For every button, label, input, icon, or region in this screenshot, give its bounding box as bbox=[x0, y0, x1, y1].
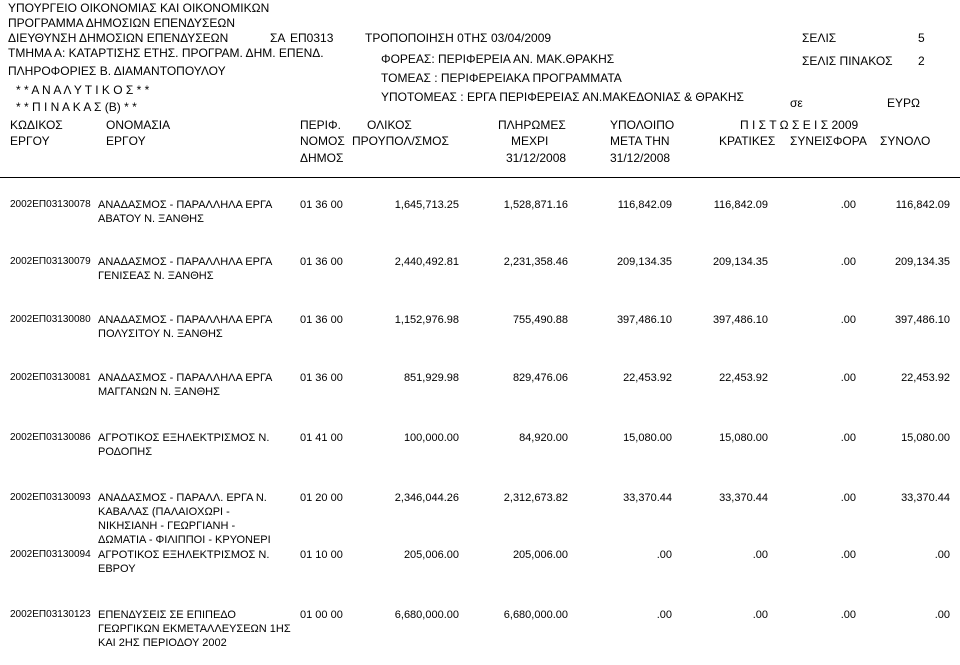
row-paid: 205,006.00 bbox=[512, 549, 568, 561]
row-kratikes: .00 bbox=[752, 549, 768, 561]
col-contribution: ΣΥΝΕΙΣΦΟΡΑ bbox=[790, 134, 867, 148]
row-synolo: 116,842.09 bbox=[895, 199, 950, 211]
report-type: * * Α Ν Α Λ Υ Τ Ι Κ Ο Σ * * bbox=[16, 83, 150, 97]
row-remaining: 22,453.92 bbox=[623, 372, 672, 384]
col-remaining-2: ΜΕΤΑ ΤΗΝ bbox=[610, 134, 670, 148]
row-name-line: ΔΩΜΑΤΙΑ - ΦΙΛΙΠΠΟΙ - ΚΡΥΟΝΕΡΙ bbox=[98, 534, 271, 546]
row-nomos: 01 00 00 bbox=[300, 609, 343, 621]
row-name-line: ΓΕΝΙΣΕΑΣ Ν. ΞΑΝΘΗΣ bbox=[98, 270, 214, 282]
currency: ΕΥΡΩ bbox=[887, 96, 920, 110]
row-paid: 84,920.00 bbox=[519, 432, 568, 444]
row-kratikes: 33,370.44 bbox=[719, 492, 768, 504]
row-paid: 2,231,358.46 bbox=[503, 256, 568, 268]
row-code: 2002ΕΠ03130094 bbox=[10, 549, 91, 560]
row-code: 2002ΕΠ03130123 bbox=[10, 609, 91, 620]
page-label: ΣΕΛΙΣ bbox=[802, 31, 837, 45]
col-code-2: ΕΡΓΟΥ bbox=[10, 134, 50, 148]
row-paid: 1,528,871.16 bbox=[503, 199, 568, 211]
row-remaining: .00 bbox=[656, 609, 672, 621]
row-name-line: ΑΓΡΟΤΙΚΟΣ ΕΞΗΛΕΚΤΡΙΣΜΟΣ Ν. bbox=[98, 432, 270, 444]
row-nomos: 01 41 00 bbox=[300, 432, 343, 444]
row-kratikes: 209,134.35 bbox=[712, 256, 768, 268]
row-total: 6,680,000.00 bbox=[394, 609, 459, 621]
currency-prefix: σε bbox=[790, 96, 803, 110]
row-name-line: ΑΝΑΔΑΣΜΟΣ - ΠΑΡΑΛΛΗΛΑ ΕΡΓΑ bbox=[98, 314, 273, 326]
col-remaining-1: ΥΠΟΛΟΙΠΟ bbox=[610, 118, 675, 132]
row-remaining: 397,486.10 bbox=[616, 314, 672, 326]
row-name-line: ΠΟΛΥΣΙΤΟΥ Ν. ΞΑΝΘΗΣ bbox=[98, 328, 223, 340]
table-page-label: ΣΕΛΙΣ ΠΙΝΑΚΟΣ bbox=[802, 54, 893, 68]
row-code: 2002ΕΠ03130080 bbox=[10, 314, 91, 325]
org-line-4: ΤΜΗΜΑ Α: ΚΑΤΑΡΤΙΣΗΣ ΕΤΗΣ. ΠΡΟΓΡΑΜ. ΔΗΜ. ΕΠΕΝΔ. bbox=[8, 46, 324, 60]
ypotomeas-label: ΥΠΟΤΟΜΕΑΣ : bbox=[381, 90, 464, 104]
col-sum: ΣΥΝΟΛΟ bbox=[880, 134, 931, 148]
col-credits-title: Π Ι Σ Τ Ω Σ Ε Ι Σ 2009 bbox=[740, 118, 859, 132]
col-region-1: ΠΕΡΙΦ. bbox=[300, 118, 341, 132]
row-code: 2002ΕΠ03130093 bbox=[10, 492, 91, 503]
row-nomos: 01 36 00 bbox=[300, 372, 343, 384]
row-kratikes: 116,842.09 bbox=[713, 199, 768, 211]
sa-code: ΕΠ0313 bbox=[290, 31, 334, 45]
row-paid: 755,490.88 bbox=[512, 314, 568, 326]
modification: ΤΡΟΠΟΠΟΙΗΣΗ 0 bbox=[365, 31, 464, 45]
row-synolo: 15,080.00 bbox=[901, 432, 950, 444]
row-name-line: ΕΠΕΝΔΥΣΕΙΣ ΣΕ ΕΠΙΠΕΔΟ bbox=[98, 609, 236, 621]
row-synolo: .00 bbox=[934, 549, 950, 561]
row-kratikes: .00 bbox=[752, 609, 768, 621]
row-syneisfora: .00 bbox=[840, 492, 856, 504]
row-remaining: 33,370.44 bbox=[623, 492, 672, 504]
row-syneisfora: .00 bbox=[840, 256, 856, 268]
row-paid: 829,476.06 bbox=[512, 372, 568, 384]
row-name-line: ΜΑΓΓΑΝΩΝ Ν. ΞΑΝΘΗΣ bbox=[98, 386, 220, 398]
row-code: 2002ΕΠ03130078 bbox=[10, 199, 91, 210]
row-syneisfora: .00 bbox=[840, 314, 856, 326]
row-name-line: ΑΝΑΔΑΣΜΟΣ - ΠΑΡΑΛΛ. ΕΡΓΑ Ν. bbox=[98, 492, 267, 504]
row-syneisfora: .00 bbox=[840, 372, 856, 384]
row-remaining: 209,134.35 bbox=[616, 256, 672, 268]
col-state: ΚΡΑΤΙΚΕΣ bbox=[719, 134, 776, 148]
row-synolo: 209,134.35 bbox=[894, 256, 950, 268]
row-syneisfora: .00 bbox=[840, 199, 856, 211]
org-line-2: ΠΡΟΓΡΑΜΜΑ ΔΗΜΟΣΙΩΝ ΕΠΕΝΔΥΣΕΩΝ bbox=[8, 16, 235, 30]
row-name-line: ΚΑΙ 2ΗΣ ΠΕΡΙΟΔΟΥ 2002 bbox=[98, 637, 227, 649]
table-page-number: 2 bbox=[918, 54, 925, 68]
sa-label: ΣΑ bbox=[270, 31, 286, 45]
row-nomos: 01 20 00 bbox=[300, 492, 343, 504]
row-synolo: .00 bbox=[934, 609, 950, 621]
row-name-line: ΑΝΑΔΑΣΜΟΣ - ΠΑΡΑΛΛΗΛΑ ΕΡΓΑ bbox=[98, 372, 273, 384]
org-line-3: ΔΙΕΥΘΥΝΣΗ ΔΗΜΟΣΙΩΝ ΕΠΕΝΔΥΣΕΩΝ bbox=[8, 31, 229, 45]
row-kratikes: 397,486.10 bbox=[712, 314, 768, 326]
table-type: * * Π Ι Ν Α Κ Α Σ (Β) * * bbox=[16, 100, 137, 114]
org-line-1: ΥΠΟΥΡΓΕΙΟ ΟΙΚΟΝΟΜΙΑΣ ΚΑΙ ΟΙΚΟΝΟΜΙΚΩΝ bbox=[8, 1, 270, 15]
row-name-line: ΚΑΒΑΛΑΣ (ΠΑΛΑΙΟΧΩΡΙ - bbox=[98, 506, 230, 518]
row-total: 205,006.00 bbox=[403, 549, 459, 561]
info-line: ΠΛΗΡΟΦΟΡΙΕΣ Β. ΔΙΑΜΑΝΤΟΠΟΥΛΟΥ bbox=[8, 64, 226, 78]
row-synolo: 397,486.10 bbox=[894, 314, 950, 326]
row-nomos: 01 10 00 bbox=[300, 549, 343, 561]
row-syneisfora: .00 bbox=[840, 432, 856, 444]
date-label: ΤΗΣ bbox=[464, 31, 488, 45]
row-code: 2002ΕΠ03130081 bbox=[10, 372, 91, 383]
row-nomos: 01 36 00 bbox=[300, 199, 343, 211]
row-total: 100,000.00 bbox=[403, 432, 459, 444]
row-paid: 2,312,673.82 bbox=[503, 492, 568, 504]
row-total: 2,440,492.81 bbox=[394, 256, 459, 268]
row-nomos: 01 36 00 bbox=[300, 314, 343, 326]
row-name-line: ΑΝΑΔΑΣΜΟΣ - ΠΑΡΑΛΛΗΛΑ ΕΡΓΑ bbox=[98, 199, 273, 211]
col-total-1: ΟΛΙΚΟΣ bbox=[367, 118, 412, 132]
header-divider bbox=[0, 177, 960, 178]
row-syneisfora: .00 bbox=[840, 609, 856, 621]
col-region-2: ΝΟΜΟΣ bbox=[300, 134, 345, 148]
row-remaining: 116,842.09 bbox=[617, 199, 672, 211]
row-kratikes: 22,453.92 bbox=[719, 372, 768, 384]
row-total: 1,645,713.25 bbox=[394, 199, 459, 211]
row-name-line: ΑΒΑΤΟΥ Ν. ΞΑΝΘΗΣ bbox=[98, 213, 204, 225]
page-number: 5 bbox=[918, 31, 925, 45]
row-name-line: ΝΙΚΗΣΙΑΝΗ - ΓΕΩΡΓΙΑΝΗ - bbox=[98, 520, 236, 532]
row-nomos: 01 36 00 bbox=[300, 256, 343, 268]
col-name-1: ΟΝΟΜΑΣΙΑ bbox=[106, 118, 171, 132]
col-total-2: ΠΡΟΥΠΟΛ/ΣΜΟΣ bbox=[352, 134, 449, 148]
row-kratikes: 15,080.00 bbox=[719, 432, 768, 444]
col-name-2: ΕΡΓΟΥ bbox=[106, 134, 146, 148]
row-code: 2002ΕΠ03130086 bbox=[10, 432, 91, 443]
col-paid-3: 31/12/2008 bbox=[506, 151, 567, 165]
report-date: 03/04/2009 bbox=[491, 31, 552, 45]
row-name-line: ΓΕΩΡΓΙΚΩΝ ΕΚΜΕΤΑΛΛΕΥΣΕΩΝ 1ΗΣ bbox=[98, 623, 291, 635]
row-total: 1,152,976.98 bbox=[394, 314, 459, 326]
tomeas: ΤΟΜΕΑΣ : ΠΕΡΙΦΕΡΕΙΑΚΑ ΠΡΟΓΡΑΜΜΑΤΑ bbox=[381, 71, 622, 85]
row-syneisfora: .00 bbox=[840, 549, 856, 561]
col-paid-2: ΜΕΧΡΙ bbox=[511, 134, 549, 148]
row-synolo: 22,453.92 bbox=[901, 372, 950, 384]
row-name-line: ΑΝΑΔΑΣΜΟΣ - ΠΑΡΑΛΛΗΛΑ ΕΡΓΑ bbox=[98, 256, 273, 268]
col-region-3: ΔΗΜΟΣ bbox=[300, 151, 344, 165]
row-total: 2,346,044.26 bbox=[394, 492, 459, 504]
row-name-line: ΡΟΔΟΠΗΣ bbox=[98, 446, 153, 458]
row-name-line: ΕΒΡΟΥ bbox=[98, 563, 136, 575]
row-name-line: ΑΓΡΟΤΙΚΟΣ ΕΞΗΛΕΚΤΡΙΣΜΟΣ Ν. bbox=[98, 549, 270, 561]
row-remaining: .00 bbox=[656, 549, 672, 561]
row-remaining: 15,080.00 bbox=[623, 432, 672, 444]
ypotomeas-value: ΕΡΓΑ ΠΕΡΙΦΕΡΕΙΑΣ ΑΝ.ΜΑΚΕΔΟΝΙΑΣ & ΘΡΑΚΗΣ bbox=[467, 90, 744, 104]
col-code-1: ΚΩΔΙΚΟΣ bbox=[10, 118, 63, 132]
row-synolo: 33,370.44 bbox=[901, 492, 950, 504]
row-total: 851,929.98 bbox=[403, 372, 459, 384]
col-paid-1: ΠΛΗΡΩΜΕΣ bbox=[498, 118, 566, 132]
col-remaining-3: 31/12/2008 bbox=[610, 151, 671, 165]
row-paid: 6,680,000.00 bbox=[503, 609, 568, 621]
foreas: ΦΟΡΕΑΣ: ΠΕΡΙΦΕΡΕΙΑ ΑΝ. ΜΑΚ.ΘΡΑΚΗΣ bbox=[381, 52, 615, 66]
row-code: 2002ΕΠ03130079 bbox=[10, 256, 91, 267]
